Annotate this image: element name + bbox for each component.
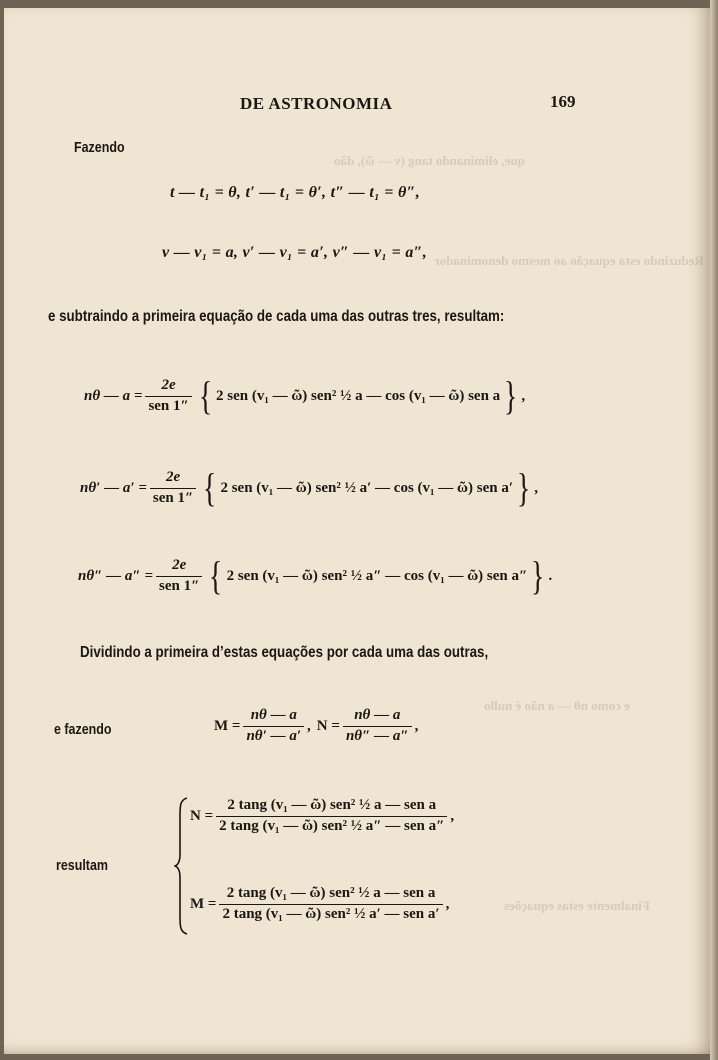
fraction-denominator: sen 1″ bbox=[145, 396, 191, 415]
sentence-divide: Dividindo a primeira d’estas equações por cada uma das outras, bbox=[80, 644, 489, 661]
coefficient-fraction bbox=[150, 470, 196, 507]
intro-word: Fazendo bbox=[74, 140, 125, 156]
running-title: DE ASTRONOMIA bbox=[240, 94, 393, 113]
fraction-denominator: sen 1″ bbox=[156, 576, 202, 595]
equation-end-punct: , bbox=[534, 479, 539, 496]
equation-2 bbox=[80, 465, 539, 510]
left-brace: { bbox=[198, 373, 213, 418]
book-page bbox=[4, 8, 710, 1054]
definition-line-time: t — t₁ = θ, t′ — t₁ = θ′, t″ — t₁ = θ″, bbox=[170, 184, 421, 201]
system-brace bbox=[174, 796, 188, 936]
page-edge-shadow bbox=[710, 0, 718, 1060]
m-result-fraction bbox=[219, 886, 442, 923]
fraction-numerator: nθ — a bbox=[354, 707, 401, 723]
fraction-numerator: 2 tang (v₁ — ῶ) sen² ½ a — sen a bbox=[226, 885, 436, 901]
resultam-label: resultam bbox=[56, 858, 108, 874]
definition-m-n bbox=[214, 708, 418, 745]
equation-body: 2 sen (v₁ — ῶ) sen² ½ a — cos (v₁ — ῶ) sen a bbox=[216, 387, 501, 404]
fraction-numerator: 2 tang (v₁ — ῶ) sen² ½ a — sen a bbox=[227, 797, 437, 813]
bleed-through-decoration: Reduzindo esta equação ao mesmo denominador bbox=[434, 253, 704, 268]
n-lhs: N = bbox=[316, 717, 340, 734]
equation-body: 2 sen (v₁ — ῶ) sen² ½ a″ — cos (v₁ — ῶ) sen a″ bbox=[226, 567, 528, 584]
definition-line-anomaly: v — v₁ = a, v′ — v₁ = a′, v″ — v₁ = a″, bbox=[162, 244, 428, 261]
equation-lhs: nθ′ — a′ = bbox=[80, 479, 147, 496]
page-number: 169 bbox=[550, 92, 576, 111]
m-lhs: M = bbox=[214, 717, 241, 734]
fraction-denominator: sen 1″ bbox=[150, 488, 196, 507]
separator: , bbox=[307, 717, 311, 734]
m-lhs: M = bbox=[190, 895, 217, 912]
end-punct: , bbox=[414, 717, 419, 734]
coefficient-fraction bbox=[145, 378, 191, 415]
end-punct: , bbox=[445, 895, 450, 912]
e-fazendo-label: e fazendo bbox=[54, 722, 112, 738]
left-brace: { bbox=[209, 553, 223, 598]
right-brace: } bbox=[531, 553, 545, 598]
fraction-denominator: nθ′ — a′ bbox=[243, 726, 304, 745]
equation-end-punct: . bbox=[548, 567, 553, 584]
fraction-numerator: 2e bbox=[161, 376, 176, 393]
result-m-equation bbox=[190, 886, 449, 923]
n-result-fraction bbox=[216, 798, 447, 835]
n-lhs: N = bbox=[190, 807, 214, 824]
left-brace: { bbox=[203, 465, 217, 510]
fraction-denominator: 2 tang (v₁ — ῶ) sen² ½ a′ — sen a′ bbox=[219, 904, 442, 923]
fraction-denominator: 2 tang (v₁ — ῶ) sen² ½ a″ — sen a″ bbox=[216, 816, 447, 835]
equation-lhs: nθ″ — a″ = bbox=[78, 567, 153, 584]
bleed-through-decoration: Finalmente estas equações bbox=[504, 898, 650, 913]
equation-3 bbox=[78, 553, 553, 598]
fraction-numerator: nθ — a bbox=[250, 707, 297, 723]
equation-body: 2 sen (v₁ — ῶ) sen² ½ a′ — cos (v₁ — ῶ) sen a′ bbox=[220, 479, 514, 496]
n-fraction bbox=[343, 708, 412, 745]
coefficient-fraction bbox=[156, 558, 202, 595]
fraction-denominator: nθ″ — a″ bbox=[343, 726, 412, 745]
result-n-equation bbox=[190, 798, 454, 835]
equation-end-punct: , bbox=[521, 387, 526, 404]
equation-1 bbox=[84, 373, 526, 418]
right-brace: } bbox=[516, 465, 531, 510]
fraction-numerator: 2e bbox=[165, 468, 181, 485]
bleed-through-decoration: que, eliminando tang (v — ῶ), dão bbox=[334, 153, 525, 168]
end-punct: , bbox=[450, 807, 455, 824]
sentence-subtract: e subtraindo a primeira equação de cada uma das outras tres, resultam: bbox=[48, 308, 505, 325]
fraction-numerator: 2e bbox=[172, 556, 187, 573]
right-brace: } bbox=[504, 373, 518, 418]
m-fraction bbox=[243, 708, 304, 745]
equation-lhs: nθ — a = bbox=[84, 387, 143, 404]
bleed-through-decoration: e como nθ — a não é nullo bbox=[484, 698, 630, 713]
